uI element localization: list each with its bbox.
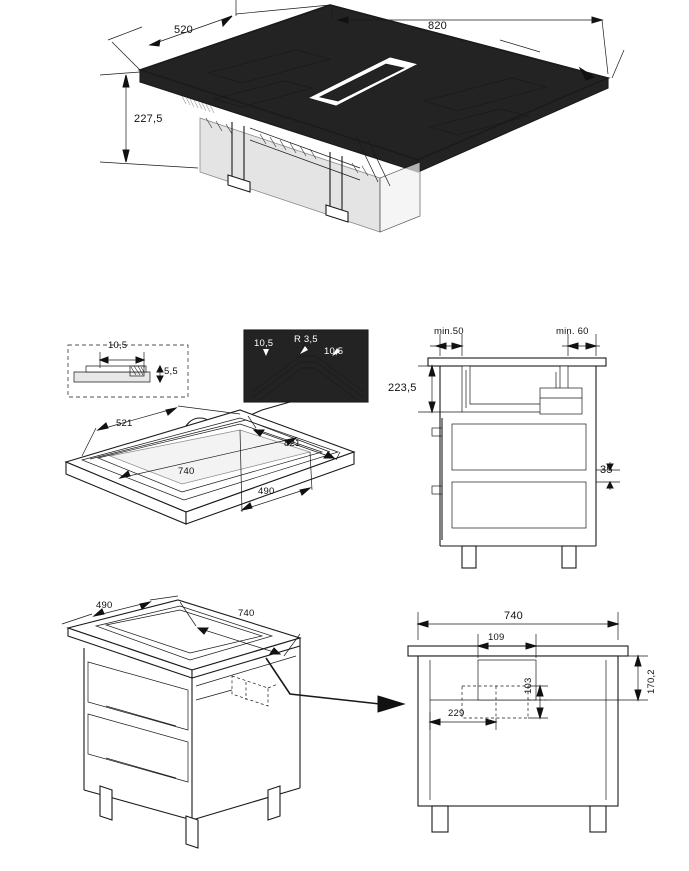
dim-flange-width: 10,5: [108, 340, 128, 351]
dim-worktop-cutout-width: 740: [178, 466, 195, 477]
dim-corner-left: 10,5: [254, 338, 274, 349]
dim-clearance-front: min.50: [434, 326, 464, 337]
dim-hob-depth: 520: [174, 24, 193, 36]
dim-cabinet-section-height: 223,5: [388, 382, 417, 394]
view-cabinet-section: [418, 334, 620, 568]
dim-corner-radius: R 3,5: [294, 334, 318, 345]
dim-front-cutout-height: 103: [523, 677, 534, 694]
dim-worktop-outer-depth: 521: [116, 418, 133, 429]
view-cabinet-front: [408, 612, 648, 832]
dim-worktop-cutout-depth: 490: [258, 486, 275, 497]
dim-flange-thickness: 5,5: [164, 366, 178, 377]
dim-plinth-gap: 35: [600, 464, 613, 476]
dim-hob-width: 820: [428, 20, 447, 32]
dim-front-cutout-width: 109: [488, 632, 505, 643]
dim-cabinet-depth: 490: [96, 600, 113, 611]
dim-front-offset-left: 229: [448, 708, 465, 719]
dim-corner-right: 10,5: [324, 346, 344, 357]
dim-cabinet-width: 740: [238, 608, 255, 619]
view-cabinet-perspective: [62, 596, 404, 848]
dim-clearance-rear: min. 60: [556, 326, 589, 337]
dim-hob-height: 227,5: [134, 113, 163, 125]
view-worktop-cutout: [66, 406, 354, 524]
dim-front-width: 740: [504, 610, 523, 622]
dim-worktop-outer-width: 821: [284, 438, 301, 449]
dim-front-total-height: 170,2: [646, 669, 657, 694]
